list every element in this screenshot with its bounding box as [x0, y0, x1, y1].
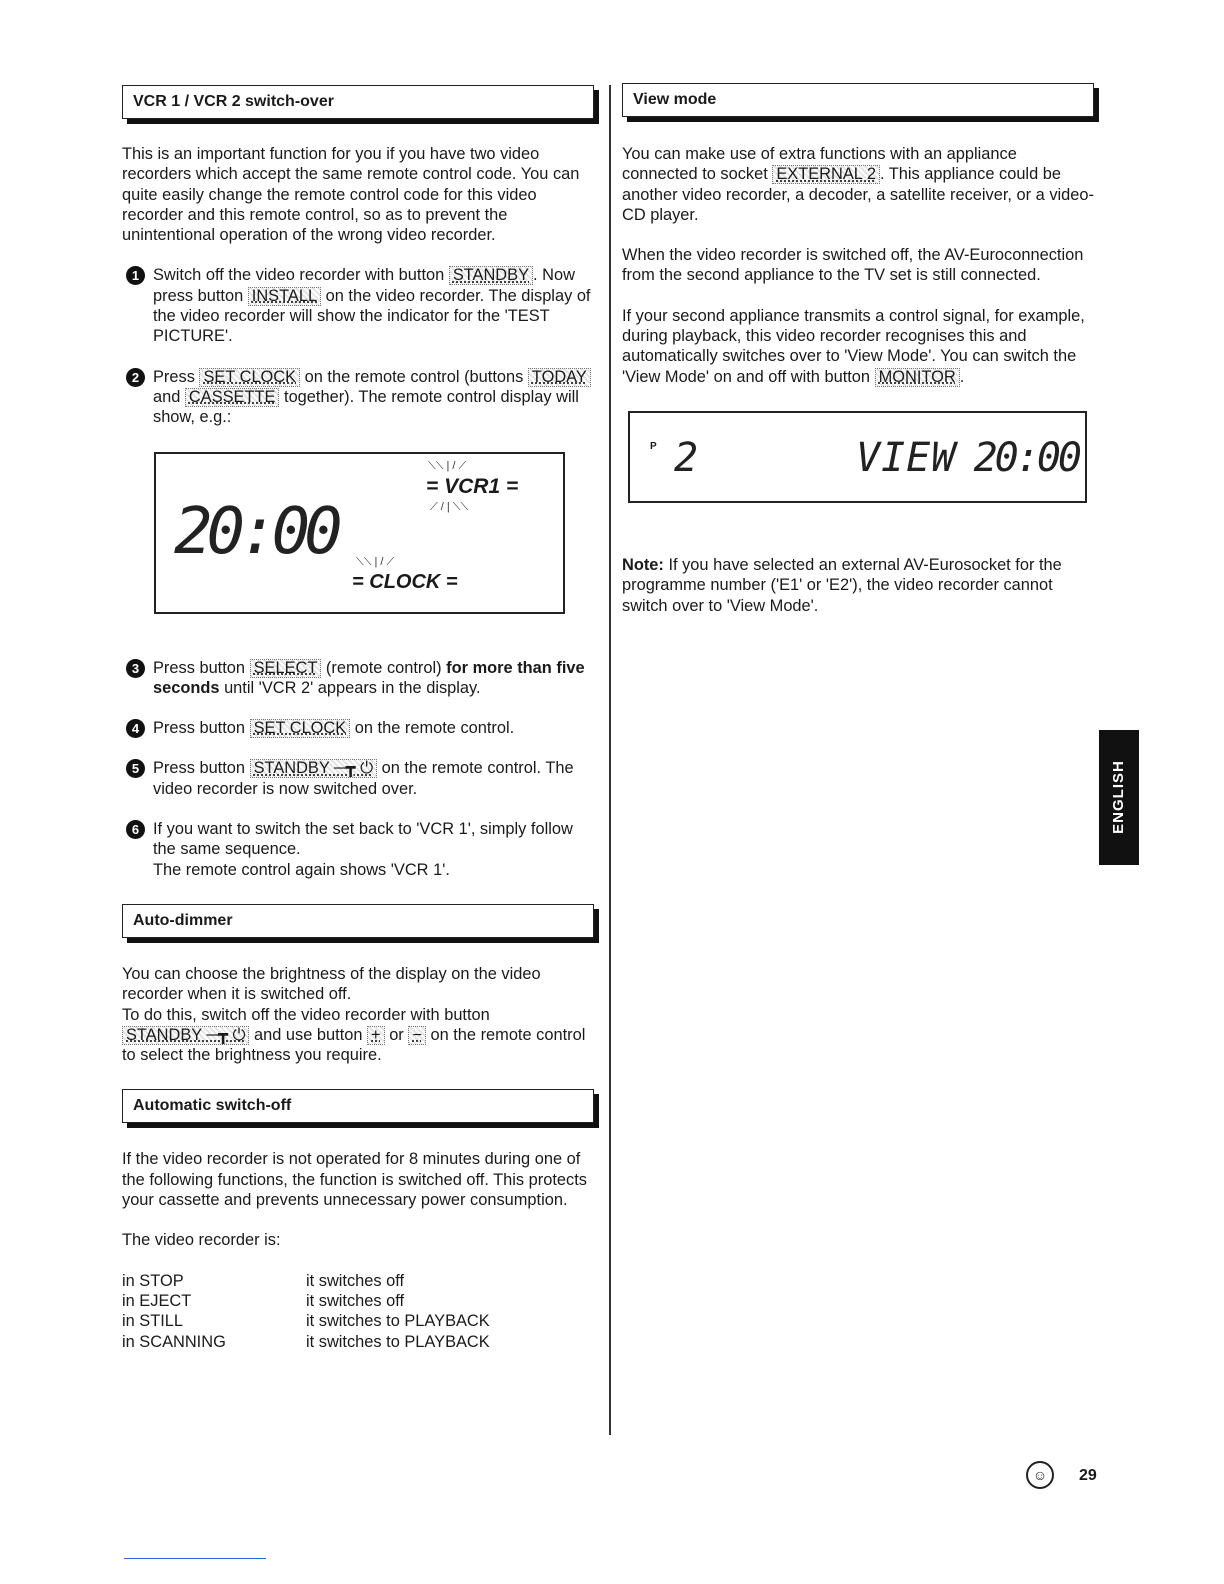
result-cell: it switches to PLAYBACK — [306, 1312, 490, 1331]
table-row — [122, 1271, 490, 1291]
step-text: If you want to switch the set back to 'VCR 1', simply follow the same sequence. — [153, 820, 573, 859]
note-label: Note: — [622, 555, 664, 574]
step-1 — [122, 265, 596, 346]
view-mode-p1 — [622, 144, 1096, 225]
right-column — [622, 83, 1096, 616]
lcd-programme: 2 — [674, 434, 699, 481]
lcd-vcr-label: VCR1 — [444, 474, 501, 498]
section-header-vcr-switch: VCR 1 / VCR 2 switch-over — [122, 85, 594, 119]
auto-dimmer-text — [122, 964, 596, 1065]
install-button-label: INSTALL — [248, 287, 321, 306]
step-text: and — [153, 387, 181, 406]
step-5 — [122, 758, 596, 799]
state-cell: in SCANNING — [122, 1332, 226, 1351]
page-number: 29 — [1079, 1467, 1097, 1484]
state-cell: in EJECT — [122, 1291, 192, 1310]
lcd-clock-label: CLOCK — [369, 570, 441, 593]
external2-socket-label: EXTERNAL 2 — [772, 165, 880, 184]
text: on the remote control to select the brightness you require. — [122, 1025, 586, 1065]
section-header-auto-off: Automatic switch-off — [122, 1089, 594, 1123]
result-cell: it switches to PLAYBACK — [306, 1332, 490, 1351]
step-4 — [122, 718, 596, 738]
standby-button-label: STANDBY ─┳ ⏻ — [250, 759, 377, 778]
scan-artifact-line — [124, 1558, 266, 1559]
step-text: Press button — [153, 719, 246, 738]
step-text: Press button — [153, 759, 246, 778]
vcr-lcd-display — [628, 411, 1087, 503]
text: If your second appliance transmits a control signal, for example, during playback, this video recorder recognises this and automatically switches over to 'View Mode'. You can switch the 'View Mode' on and off with button — [622, 306, 1085, 386]
note-text: If you have selected an external AV-Eurosocket for the programme number ('E1' or 'E2'), the video recorder cannot switch over to 'View Mode'. — [622, 555, 1062, 615]
auto-off-intro: The video recorder is: — [122, 1231, 281, 1250]
auto-off-table — [122, 1271, 490, 1352]
text: and use button — [254, 1025, 363, 1044]
state-cell: in STILL — [122, 1312, 184, 1331]
text: You can make use of extra functions with an appliance connected to socket — [622, 145, 1017, 184]
today-button-label: TODAY — [528, 368, 591, 387]
remote-lcd-display — [154, 452, 565, 614]
text: To do this, switch off the video recorder with button — [122, 1005, 490, 1024]
section-header-auto-dimmer: Auto-dimmer — [122, 904, 594, 938]
step-text: Press button — [153, 658, 246, 677]
select-button-label: SELECT — [250, 659, 322, 678]
text: . This appliance could be another video recorder, a decoder, a satellite receiver, or a video-CD player. — [622, 165, 1094, 224]
lcd-clock-indicator: = CLOCK = — [352, 570, 458, 593]
column-divider — [609, 85, 611, 1435]
lcd-p-label: P — [650, 440, 657, 452]
step-number: 4 — [126, 719, 145, 738]
lcd-vcr-indicator: = VCR1 = — [426, 474, 519, 498]
left-column — [122, 85, 596, 1352]
auto-off-text: If the video recorder is not operated for 8 minutes during one of the following functions, the function is switched off. This protects your cassette and prevents unnecessary power consumption. — [122, 1150, 587, 1210]
step-text: on the remote control (buttons — [304, 367, 524, 386]
step-text: until 'VCR 2' appears in the display. — [224, 678, 481, 697]
lcd-rays-icon: ⟍⟍ | / ⟋ — [356, 555, 395, 568]
lcd-time: 20:00 — [174, 494, 337, 569]
step-2 — [122, 367, 596, 428]
language-tab — [1099, 730, 1139, 865]
paragraph: You can choose the brightness of the display on the video recorder when it is switched off. — [122, 964, 541, 1004]
step-number: 2 — [126, 368, 145, 387]
plus-button-label: + — [367, 1026, 385, 1045]
smiley-logo-icon: ☺ — [1026, 1461, 1054, 1489]
table-row — [122, 1291, 490, 1311]
view-mode-note — [622, 555, 1096, 616]
step-6 — [122, 819, 596, 880]
step-text: The remote control again shows 'VCR 1'. — [153, 860, 450, 879]
language-tab-label: ENGLISH — [1110, 760, 1127, 834]
step-number: 3 — [126, 659, 145, 678]
step-emphasis: for more than five seconds — [153, 658, 585, 697]
step-text: . Now press button — [153, 266, 575, 305]
set-clock-button-label: SET CLOCK — [250, 719, 351, 738]
lcd-rays-icon: ⟍⟍ | / ⟋ — [428, 459, 467, 472]
view-mode-p3 — [622, 306, 1096, 387]
cassette-button-label: CASSETTE — [185, 388, 280, 407]
table-row — [122, 1311, 490, 1331]
lcd-time: 20:00 — [973, 434, 1079, 481]
step-3 — [122, 658, 596, 699]
standby-button-label: STANDBY ─┳ ⏻ — [122, 1026, 249, 1045]
lcd-rays-icon: ⟋ / | ⟍⟍ — [430, 500, 469, 513]
step-number: 6 — [126, 820, 145, 839]
step-text: (remote control) — [325, 658, 442, 677]
set-clock-button-label: SET CLOCK — [199, 368, 300, 387]
result-cell: it switches off — [306, 1291, 405, 1310]
step-number: 1 — [126, 266, 145, 285]
step-text: Press — [153, 367, 195, 386]
step-text: Switch off the video recorder with button — [153, 266, 445, 285]
result-cell: it switches off — [306, 1271, 405, 1290]
step-text: on the remote control. The video recorder is now switched over. — [153, 759, 574, 798]
step-text: on the video recorder. The display of the video recorder will show the indicator for the 'TEST PICTURE'. — [153, 286, 591, 346]
table-row — [122, 1332, 490, 1352]
section-header-view-mode: View mode — [622, 83, 1094, 117]
lcd-mode: VIEW — [856, 434, 957, 481]
vcr-intro: This is an important function for you if you have two video recorders which accept the same remote control code. You can quite easily change the remote control code for this video recorder and this remote control, so as to prevent the unintentional operation of the wrong video recorder. — [122, 145, 580, 245]
text: or — [389, 1025, 404, 1044]
standby-button-label: STANDBY — [449, 266, 533, 285]
state-cell: in STOP — [122, 1271, 184, 1290]
view-mode-p2: When the video recorder is switched off, the AV-Euroconnection from the second appliance to the TV set is still connected. — [622, 246, 1084, 285]
step-text: together). The remote control display will show, e.g.: — [153, 387, 579, 427]
step-number: 5 — [126, 759, 145, 778]
monitor-button-label: MONITOR — [875, 368, 960, 387]
paragraph — [122, 1005, 596, 1066]
minus-button-label: − — [408, 1026, 426, 1045]
text: . — [959, 367, 965, 386]
step-text: on the remote control. — [354, 719, 515, 738]
